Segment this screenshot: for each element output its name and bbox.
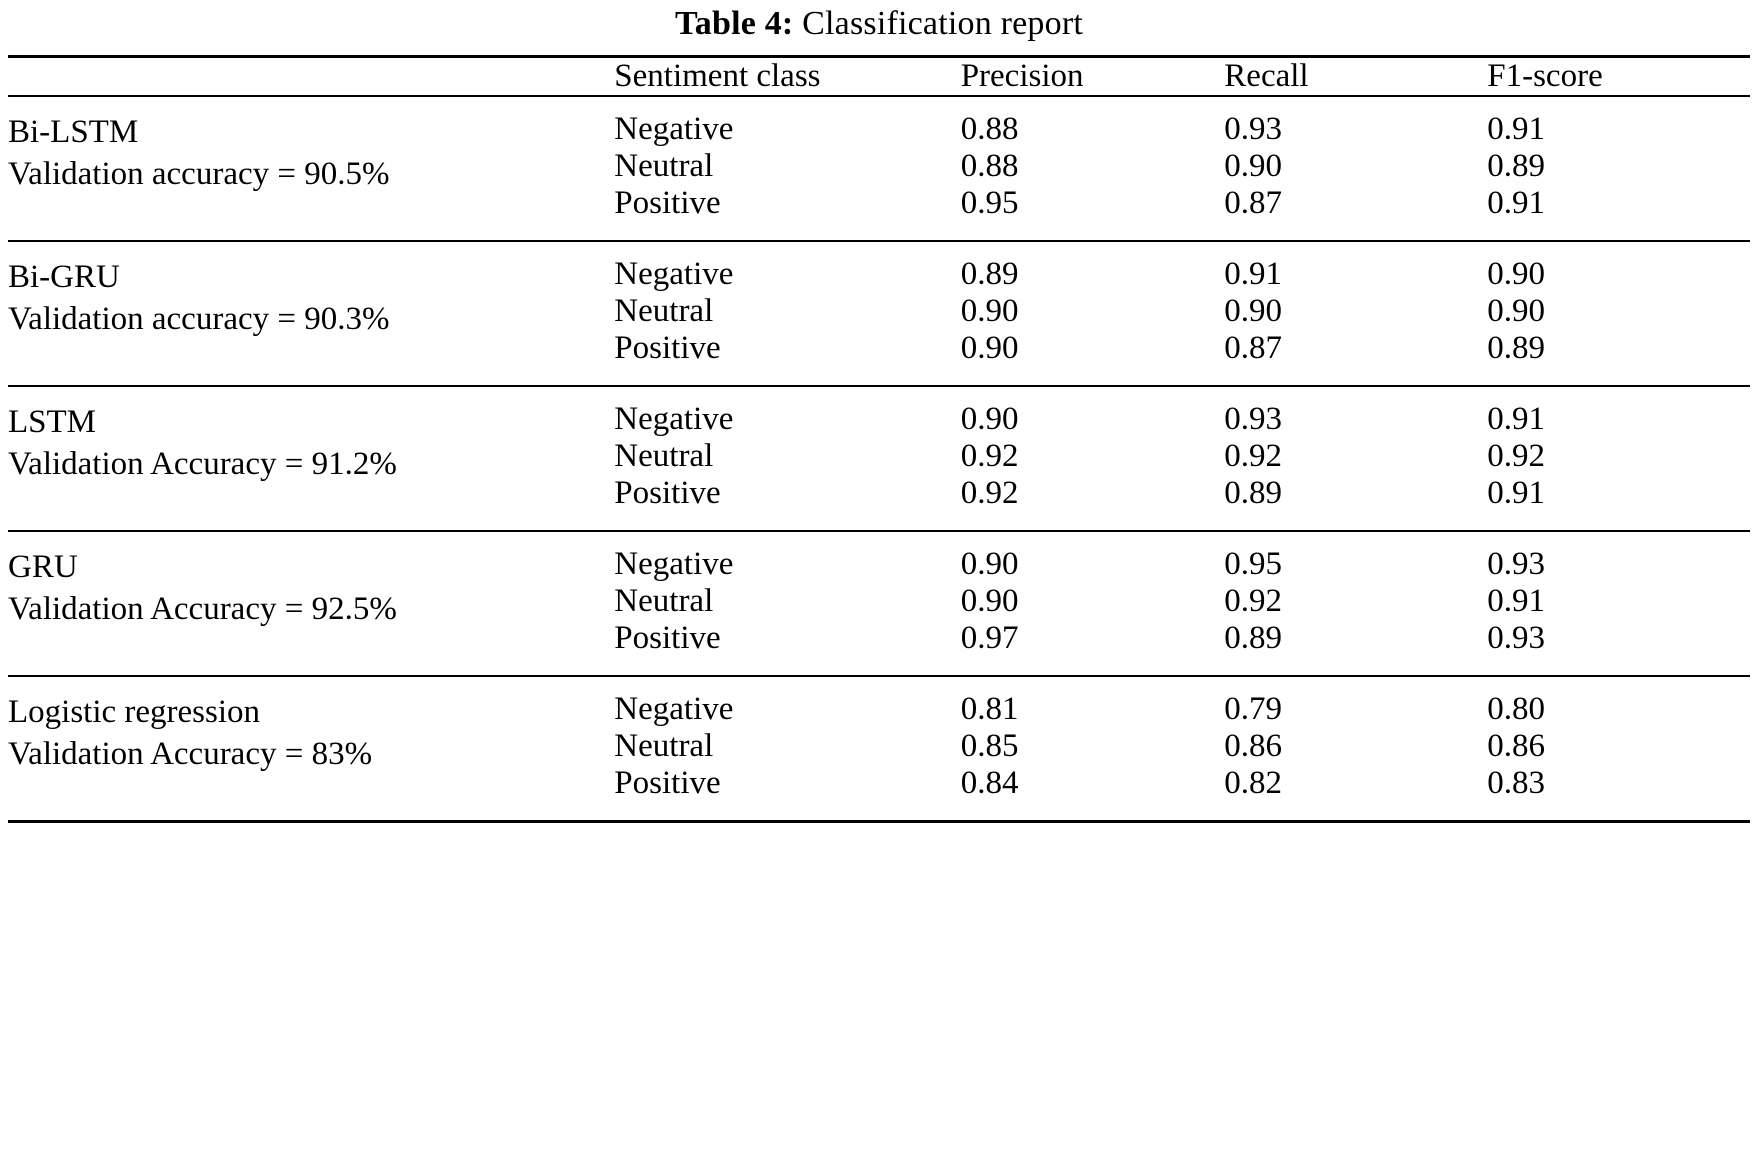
header-f1-score: F1-score	[1487, 57, 1603, 94]
f1-cell: 0.91	[1487, 184, 1545, 221]
f1-cell: 0.93	[1487, 619, 1545, 656]
header-sentiment-class: Sentiment class	[614, 57, 821, 94]
sentiment-cell: Neutral	[614, 292, 714, 329]
sentiment-cell: Positive	[614, 764, 721, 801]
recall-cell: 0.89	[1224, 619, 1283, 656]
model-accuracy: Validation Accuracy = 91.2%	[8, 446, 397, 483]
sentiment-cell: Negative	[614, 255, 734, 292]
sentiment-cell: Positive	[614, 474, 721, 511]
recall-cell: 0.91	[1224, 255, 1283, 292]
caption-text: Classification report	[802, 5, 1083, 42]
table-row	[8, 386, 1750, 438]
model-cell	[8, 241, 614, 386]
precision-cell: 0.90	[960, 582, 1019, 619]
sentiment-cell: Neutral	[614, 727, 714, 764]
sentiment-cell: Negative	[614, 400, 734, 437]
header-row	[8, 56, 1750, 96]
f1-cell: 0.89	[1487, 329, 1545, 366]
f1-cell: 0.91	[1487, 110, 1545, 147]
model-name: Logistic regression	[8, 693, 261, 730]
model-cell	[8, 531, 614, 676]
f1-cell: 0.89	[1487, 147, 1545, 184]
precision-cell: 0.89	[960, 255, 1019, 292]
precision-cell: 0.81	[960, 690, 1019, 727]
f1-cell: 0.93	[1487, 545, 1545, 582]
model-cell	[8, 386, 614, 531]
recall-cell: 0.79	[1224, 690, 1283, 727]
precision-cell: 0.84	[960, 764, 1019, 801]
table-body	[8, 96, 1750, 822]
model-name: Bi-GRU	[8, 258, 120, 295]
f1-cell: 0.90	[1487, 255, 1545, 292]
precision-cell: 0.88	[960, 110, 1019, 147]
recall-cell: 0.89	[1224, 474, 1283, 511]
table-row	[8, 676, 1750, 728]
caption-label: Table 4:	[675, 5, 794, 42]
model-accuracy: Validation Accuracy = 83%	[8, 736, 373, 773]
recall-cell: 0.90	[1224, 147, 1283, 184]
precision-cell: 0.90	[960, 545, 1019, 582]
header-precision: Precision	[960, 57, 1084, 94]
recall-cell: 0.95	[1224, 545, 1283, 582]
sentiment-cell: Negative	[614, 690, 734, 727]
f1-cell: 0.80	[1487, 690, 1545, 727]
f1-cell: 0.91	[1487, 582, 1545, 619]
model-cell	[8, 676, 614, 822]
sentiment-cell: Neutral	[614, 437, 714, 474]
f1-cell: 0.83	[1487, 764, 1545, 801]
f1-cell: 0.91	[1487, 400, 1545, 437]
precision-cell: 0.90	[960, 292, 1019, 329]
model-cell	[8, 96, 614, 241]
sentiment-cell: Positive	[614, 329, 721, 366]
sentiment-cell: Positive	[614, 619, 721, 656]
precision-cell: 0.88	[960, 147, 1019, 184]
table-row	[8, 241, 1750, 293]
recall-cell: 0.87	[1224, 184, 1283, 221]
header-recall: Recall	[1224, 57, 1309, 94]
recall-cell: 0.86	[1224, 727, 1283, 764]
precision-cell: 0.92	[960, 437, 1019, 474]
table-row	[8, 96, 1750, 148]
sentiment-cell: Negative	[614, 110, 734, 147]
recall-cell: 0.92	[1224, 582, 1283, 619]
sentiment-cell: Negative	[614, 545, 734, 582]
model-accuracy: Validation accuracy = 90.5%	[8, 156, 390, 193]
model-name: Bi-LSTM	[8, 113, 139, 150]
precision-cell: 0.90	[960, 329, 1019, 366]
f1-cell: 0.86	[1487, 727, 1545, 764]
sentiment-cell: Positive	[614, 184, 721, 221]
model-name: GRU	[8, 548, 78, 585]
header-model	[8, 56, 614, 96]
model-accuracy: Validation Accuracy = 92.5%	[8, 591, 397, 628]
recall-cell: 0.87	[1224, 329, 1283, 366]
precision-cell: 0.92	[960, 474, 1019, 511]
recall-cell: 0.92	[1224, 437, 1283, 474]
f1-cell: 0.92	[1487, 437, 1545, 474]
table-row	[8, 531, 1750, 583]
table-caption	[8, 0, 1750, 55]
f1-cell: 0.91	[1487, 474, 1545, 511]
precision-cell: 0.97	[960, 619, 1019, 656]
recall-cell: 0.90	[1224, 292, 1283, 329]
f1-cell: 0.90	[1487, 292, 1545, 329]
precision-cell: 0.95	[960, 184, 1019, 221]
recall-cell: 0.82	[1224, 764, 1283, 801]
recall-cell: 0.93	[1224, 400, 1283, 437]
precision-cell: 0.85	[960, 727, 1019, 764]
table-header	[8, 56, 1750, 96]
model-accuracy: Validation accuracy = 90.3%	[8, 301, 390, 338]
sentiment-cell: Neutral	[614, 582, 714, 619]
sentiment-cell: Neutral	[614, 147, 714, 184]
model-name: LSTM	[8, 403, 97, 440]
recall-cell: 0.93	[1224, 110, 1283, 147]
classification-report-table	[8, 55, 1750, 823]
precision-cell: 0.90	[960, 400, 1019, 437]
